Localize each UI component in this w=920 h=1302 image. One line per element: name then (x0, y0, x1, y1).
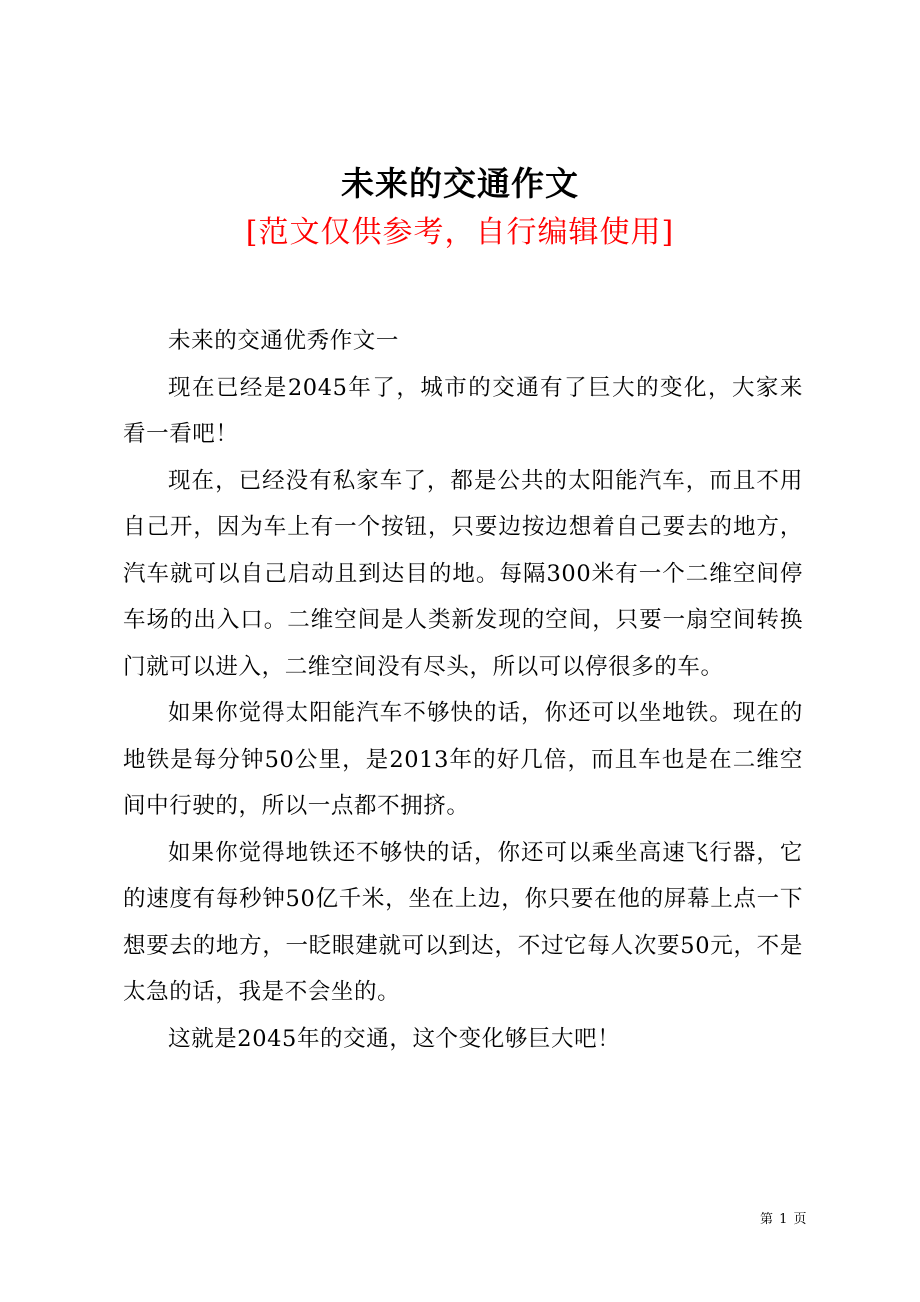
page-number: 第 1 页 (760, 1212, 808, 1227)
paragraph: 如果你觉得太阳能汽车不够快的话，你还可以坐地铁。现在的地铁是每分钟50公里，是2013年的好几倍，而且车也是在二维空间中行驶的，所以一点都不拥挤。 (123, 700, 803, 819)
document-disclaimer: [范文仅供参考，自行编辑使用] (245, 215, 675, 250)
document-title: 未来的交通作文 (341, 164, 579, 203)
section-heading: 未来的交通优秀作文一 (168, 328, 400, 354)
paragraph: 这就是2045年的交通，这个变化够巨大吧！ (168, 1025, 621, 1052)
paragraph: 现在已经是2045年了，城市的交通有了巨大的变化，大家来看一看吧！ (123, 374, 803, 447)
paragraph: 现在，已经没有私家车了，都是公共的太阳能汽车，而且不用自己开，因为车上有一个按钮，只要边按边想着自己要去的地方，汽车就可以自己启动且到达目的地。每隔300米有一个二维空间停车场的出入口。二维空间是人类新发现的空间，只要一扇空间转换门就可以进入，二维空间没有尽头，所以可以停很多的车。 (123, 467, 803, 680)
document-body (123, 318, 803, 1062)
paragraph: 如果你觉得地铁还不够快的话，你还可以乘坐高速飞行器，它的速度有每秒钟50亿千米，坐在上边，你只要在他的屏幕上点一下想要去的地方，一眨眼建就可以到达，不过它每人次要50元，不是太急的话，我是不会坐的。 (123, 839, 803, 1005)
